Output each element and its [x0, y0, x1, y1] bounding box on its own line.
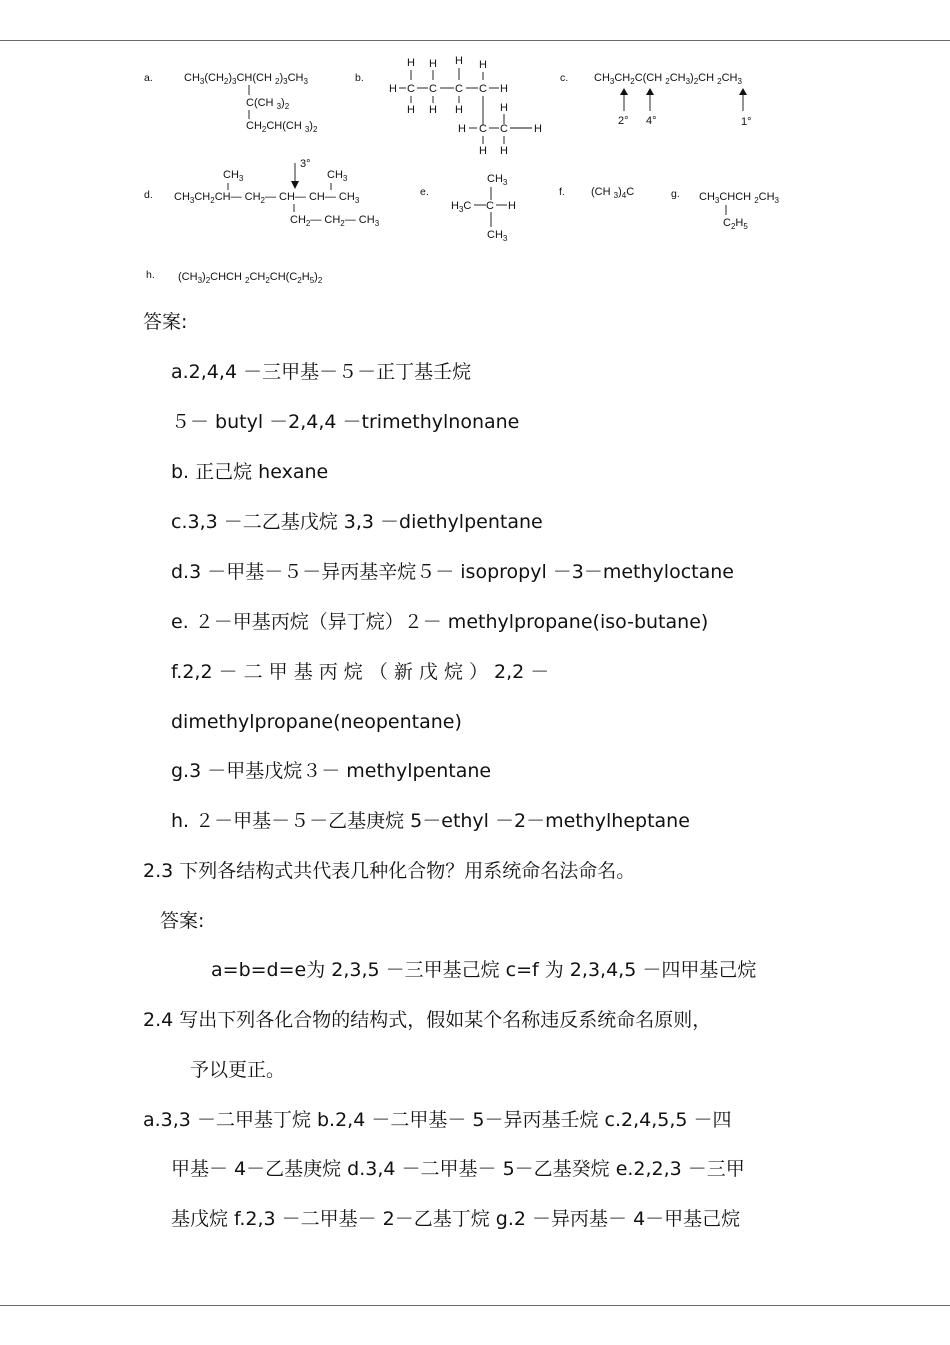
answer-e: e. ２－甲基丙烷（异丁烷）２－ methylpropane(iso-butane) — [171, 611, 709, 633]
svg-text:H: H — [500, 102, 508, 114]
answer-c: c.3,3 －二乙基戊烷 3,3 －diethylpentane — [171, 511, 543, 533]
structure-b — [389, 55, 542, 157]
structure-h-label: h. — [146, 269, 155, 281]
svg-text:C: C — [479, 83, 487, 95]
question-2-4-items-line2: 甲基－ 4－乙基庚烷 d.3,4 －二甲基－ 5－乙基癸烷 e.2,2,3 －三甲 — [171, 1158, 745, 1180]
quaternary-carbon-mark: 4° — [646, 115, 657, 127]
svg-text:C: C — [486, 200, 494, 212]
structural-formulas — [0, 45, 950, 305]
structure-c-formula: $CH_3CH_2C(CH$ $_2CH_3)_2CH$ $_2CH_3$ — [594, 72, 742, 86]
svg-text:H: H — [429, 104, 437, 116]
structures-figure — [0, 45, 950, 305]
structure-f-label: f. — [559, 186, 565, 198]
svg-text:H: H — [389, 83, 397, 95]
svg-text:CH3: $CH_3$ — [327, 169, 348, 183]
primary-carbon-mark-1: 1° — [741, 116, 752, 128]
question-2-4-line1: 2.4 写出下列各化合物的结构式，假如某个名称违反系统命名原则， — [143, 1009, 712, 1031]
structure-a-label: a. — [144, 72, 153, 84]
answer-h: h. ２－甲基－５－乙基庚烷 5－ethyl －2－methylheptane — [171, 810, 690, 832]
svg-text:H: H — [455, 104, 463, 116]
structure-a-branch1: C(CH $_3)_2$ — [246, 97, 290, 111]
question-2-3: 2.3 下列各结构式共代表几种化合物？用系统命名法命名。 — [143, 860, 636, 882]
svg-text:H: H — [500, 83, 508, 95]
svg-text:C: C — [429, 83, 437, 95]
structure-d — [174, 158, 380, 228]
structure-f-formula: (CH $_3)_4C$ — [591, 186, 635, 200]
structure-b-label: b. — [355, 72, 364, 84]
svg-text:CH3CH2CH— CH2— CH— CH— CH3: $CH_3CH_2CH—$ $CH_2—$ CH— CH— $CH_3$ — [174, 191, 360, 205]
svg-text:C: C — [479, 123, 487, 135]
footer-rule — [0, 1305, 950, 1306]
answer-f-line2: dimethylpropane(neopentane) — [171, 711, 462, 733]
svg-text:H: H — [479, 59, 487, 71]
svg-text:H: H — [479, 145, 487, 157]
svg-text:C: C — [407, 83, 415, 95]
svg-text:CH3: $CH_3$ — [487, 173, 508, 187]
structure-h-formula: $(CH_3)_2CHCH$ $_2CH_2CH(C_2H_5)_2$ — [178, 271, 323, 285]
structure-a-main: $CH_3(CH_2)_3CH(CH$ $_2)_3CH_3$ — [184, 72, 308, 86]
answer-a-chinese: a.2,4,4 －三甲基－５－正丁基壬烷 — [171, 361, 472, 383]
primary-carbon-mark-2: 2° — [618, 115, 629, 127]
answer-g: g.3 －甲基戊烷３－ methylpentane — [171, 760, 492, 782]
header-rule — [0, 40, 950, 41]
structure-e — [451, 173, 516, 243]
answer-label: 答案: — [143, 311, 188, 333]
structure-g-label: g. — [671, 188, 680, 200]
svg-text:CH3: $CH_3$ — [223, 169, 244, 183]
structure-c-arrows — [620, 88, 747, 111]
structure-a-branch2: $CH_2CH(CH$ $_3)_2$ — [246, 120, 318, 134]
answer-f-line1: f.2,2 － 二 甲 基 丙 烷 （ 新 戊 烷 ） 2,2 － — [171, 661, 550, 683]
tertiary-carbon-mark: 3° — [300, 158, 311, 170]
svg-text:H: H — [500, 145, 508, 157]
structure-e-label: e. — [420, 186, 429, 198]
answer-b: b. 正己烷 hexane — [171, 461, 329, 483]
svg-text:CH3: $CH_3$ — [487, 229, 508, 243]
answer-2-3: a=b=d=e为 2,3,5 －三甲基己烷 c=f 为 2,3,4,5 －四甲基己烷 — [211, 959, 757, 981]
svg-text:H: H — [534, 123, 542, 135]
question-2-4-line2: 予以更正。 — [190, 1059, 286, 1081]
question-2-4-items-line3: 基戊烷 f.2,3 －二甲基－ 2－乙基丁烷 g.2 －异丙基－ 4－甲基己烷 — [171, 1208, 741, 1230]
svg-text:CH2— CH2— CH3: $CH_2—$ $CH_2—$ $CH_3$ — [290, 214, 380, 228]
svg-text:H3C: $H_3C$ — [451, 200, 472, 214]
answer-a-english: ５－ butyl －2,4,4 －trimethylnonane — [171, 411, 520, 433]
svg-text:H: H — [407, 104, 415, 116]
svg-text:H: H — [407, 57, 415, 69]
svg-text:H: H — [508, 200, 516, 212]
structure-d-label: d. — [144, 189, 153, 201]
structure-g-branch: $C_2H_5$ — [723, 217, 748, 231]
svg-text:H: H — [429, 58, 437, 70]
structure-g-formula: $CH_3CHCH$ $_2CH_3$ — [699, 191, 779, 205]
svg-text:H: H — [458, 123, 466, 135]
answer-d: d.3 －甲基－５－异丙基辛烷５－ isopropyl －3－methyloctane — [171, 561, 734, 583]
structure-c-label: c. — [560, 72, 569, 84]
question-2-4-items-line1: a.3,3 －二甲基丁烷 b.2,4 －二甲基－ 5－异丙基壬烷 c.2,4,5,5 －四 — [143, 1109, 732, 1131]
answer-label-2-3: 答案: — [160, 910, 205, 932]
svg-text:C: C — [500, 123, 508, 135]
svg-text:H: H — [455, 55, 463, 67]
svg-text:C: C — [455, 83, 463, 95]
